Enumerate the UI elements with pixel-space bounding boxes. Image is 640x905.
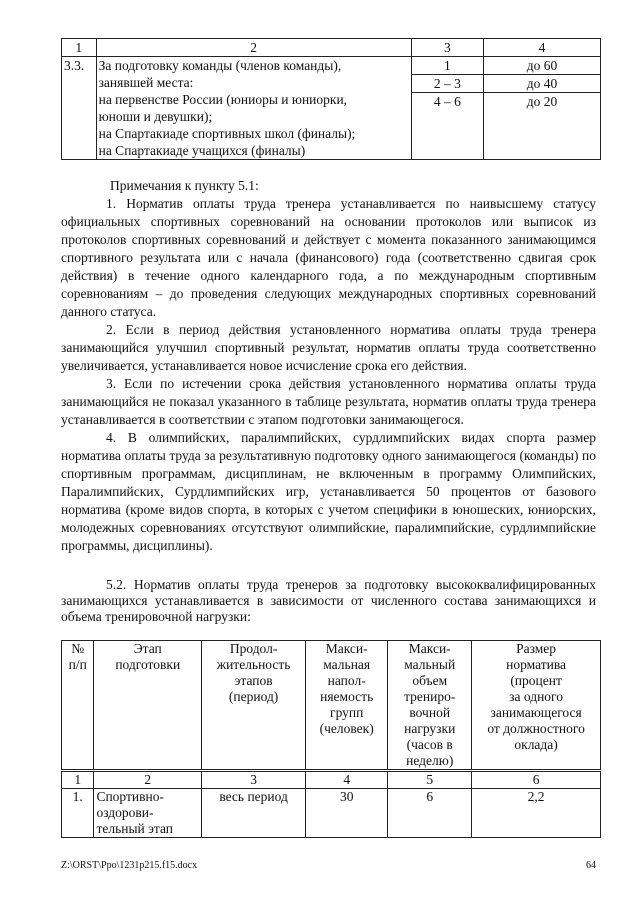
header-line: няемость [320, 689, 374, 704]
col-number: 1 [62, 39, 97, 57]
desc-line: За подготовку команды (членов команды), [98, 58, 342, 73]
header-duration [202, 641, 306, 771]
col-index: 1 [62, 771, 94, 789]
table-header-row [62, 39, 601, 57]
section-5-2 [61, 577, 596, 625]
header-max-group [306, 641, 388, 771]
header-max-hours [388, 641, 472, 771]
header-line: вочной [409, 705, 451, 720]
place-value: 2 – 3 [412, 75, 483, 93]
row-stage [94, 789, 202, 838]
table-header-row [62, 641, 601, 771]
place-value: 1 [412, 57, 483, 75]
col-norm: 4 [484, 39, 601, 57]
header-line: неделю) [406, 753, 454, 768]
stage-line: тельный этап [96, 821, 174, 836]
row-max-group: 30 [306, 789, 388, 838]
header-line: (процент [510, 673, 562, 688]
header-line: Макси- [408, 641, 451, 656]
header-norm-size [472, 641, 601, 771]
row-duration: весь период [202, 789, 306, 838]
col-index: 5 [388, 771, 472, 789]
desc-line: на Спартакиаде учащихся (финалы) [98, 143, 306, 158]
header-line: (часов в [406, 737, 453, 752]
row-description [96, 57, 411, 160]
norm-value: до 20 [526, 94, 558, 109]
col-index: 2 [94, 771, 202, 789]
row-max-hours: 6 [388, 789, 472, 838]
note-paragraph: 2. Если в период действия установленного норматива оплаты труда тренера занимающийся улучшил спортивный результат, норматив оплаты труда соответственно увеличивается, устанавливается новое исчисление срока его действия. [61, 322, 596, 373]
header-line: этапов [234, 673, 273, 688]
row-norm: 2,2 [472, 789, 601, 838]
stage-line: Спортивно- [96, 789, 164, 804]
header-line: Макси- [325, 641, 368, 656]
note-paragraph: 3. Если по истечении срока действия установленного норматива оплаты труда занимающийся не показал указанного в таблице результата, норматив оплаты труда тренера устанавливается в соответствии с этапом подготовки занимающегося. [61, 376, 596, 427]
col-description: 2 [96, 39, 411, 57]
header-line: Продол- [229, 641, 278, 656]
notes-section [61, 177, 596, 555]
header-line: занимающегося [490, 705, 582, 720]
header-line: трениро- [404, 689, 456, 704]
header-line: норматива [506, 657, 567, 672]
header-line: за одного [509, 689, 564, 704]
note-paragraph: 4. В олимпийских, паралимпийских, сурдлимпийских видах спорта размер норматива оплаты труда за результативную подготовку одного занимающегося (команды) по спортивным программам, дисциплинам, не включенным в программу Олимпийских, Паралимпийских, Сурдлимпийских игр, устанавливается 50 процентов от базового норматива (кроме видов спорта, в которых с учетом специфики в юношеских, юниорских, молодежных соревнованиях отсутствуют олимпийские, паралимпийские, сурдлимпийские программы, дисциплины). [61, 430, 596, 553]
desc-line: на Спартакиаде спортивных школ (финалы); [98, 126, 356, 141]
note-paragraph: 1. Норматив оплаты труда тренера устанавливается по наивысшему статусу официальных спортивных соревнований на основании протоколов или выписок из протоколов спортивных соревнований и действует с момента показанного занимающимся спортивного результата или с начала (финансового) года (соответственно сдвигая срок действия) в течение одного календарного года, а по международным спортивным соревнованиям – до проведения следующих международных спортивных соревнований данного статуса. [61, 196, 596, 319]
table-awards [61, 38, 601, 160]
header-line: (период) [228, 689, 279, 704]
row-number: 1. [62, 789, 94, 838]
header-line: Размер [516, 641, 557, 656]
header-line: (человек) [319, 721, 374, 736]
header-line: групп [330, 705, 364, 720]
table-norms [61, 640, 601, 838]
header-line: мальная [323, 657, 371, 672]
footer-file-path: Z:\ORST\Ppo\1231p215.f15.docx [61, 860, 198, 871]
page-number: 64 [586, 860, 596, 871]
col-index: 6 [472, 771, 601, 789]
header-line: жительность [216, 657, 291, 672]
norm-value: до 60 [484, 57, 600, 75]
table-row [62, 789, 601, 838]
header-line: подготовки [115, 657, 181, 672]
header-line: нагрузки [404, 721, 456, 736]
table-number-row [62, 771, 601, 789]
norm-value: до 40 [484, 75, 600, 93]
row-number: 3.3. [62, 57, 97, 160]
header-line: объем [412, 673, 448, 688]
place-value: 4 – 6 [433, 94, 461, 109]
header-line: № [71, 641, 85, 656]
table-row [62, 57, 601, 160]
header-number [62, 641, 94, 771]
row-places [411, 57, 483, 160]
header-line: напол- [327, 673, 366, 688]
header-line: мальный [404, 657, 456, 672]
desc-line: на первенстве России (юниоры и юниорки, [98, 92, 348, 107]
header-line: Этап [133, 641, 162, 656]
col-places: 3 [411, 39, 483, 57]
desc-line: занявшей места: [98, 75, 194, 90]
header-line: п/п [68, 657, 87, 672]
header-stage [94, 641, 202, 771]
col-index: 3 [202, 771, 306, 789]
notes-title: Примечания к пункту 5.1: [110, 178, 259, 193]
col-index: 4 [306, 771, 388, 789]
desc-line: юноши и девушки); [98, 109, 213, 124]
section-5-2-text: 5.2. Норматив оплаты труда тренеров за подготовку высококвалифицированных занимающихся устанавливается в зависимости от численного состава занимающихся и объема тренировочной нагрузки: [61, 577, 596, 624]
stage-line: оздорови- [96, 805, 154, 820]
row-norms [484, 57, 601, 160]
header-line: оклада) [514, 737, 558, 752]
header-line: от должностного [487, 721, 585, 736]
